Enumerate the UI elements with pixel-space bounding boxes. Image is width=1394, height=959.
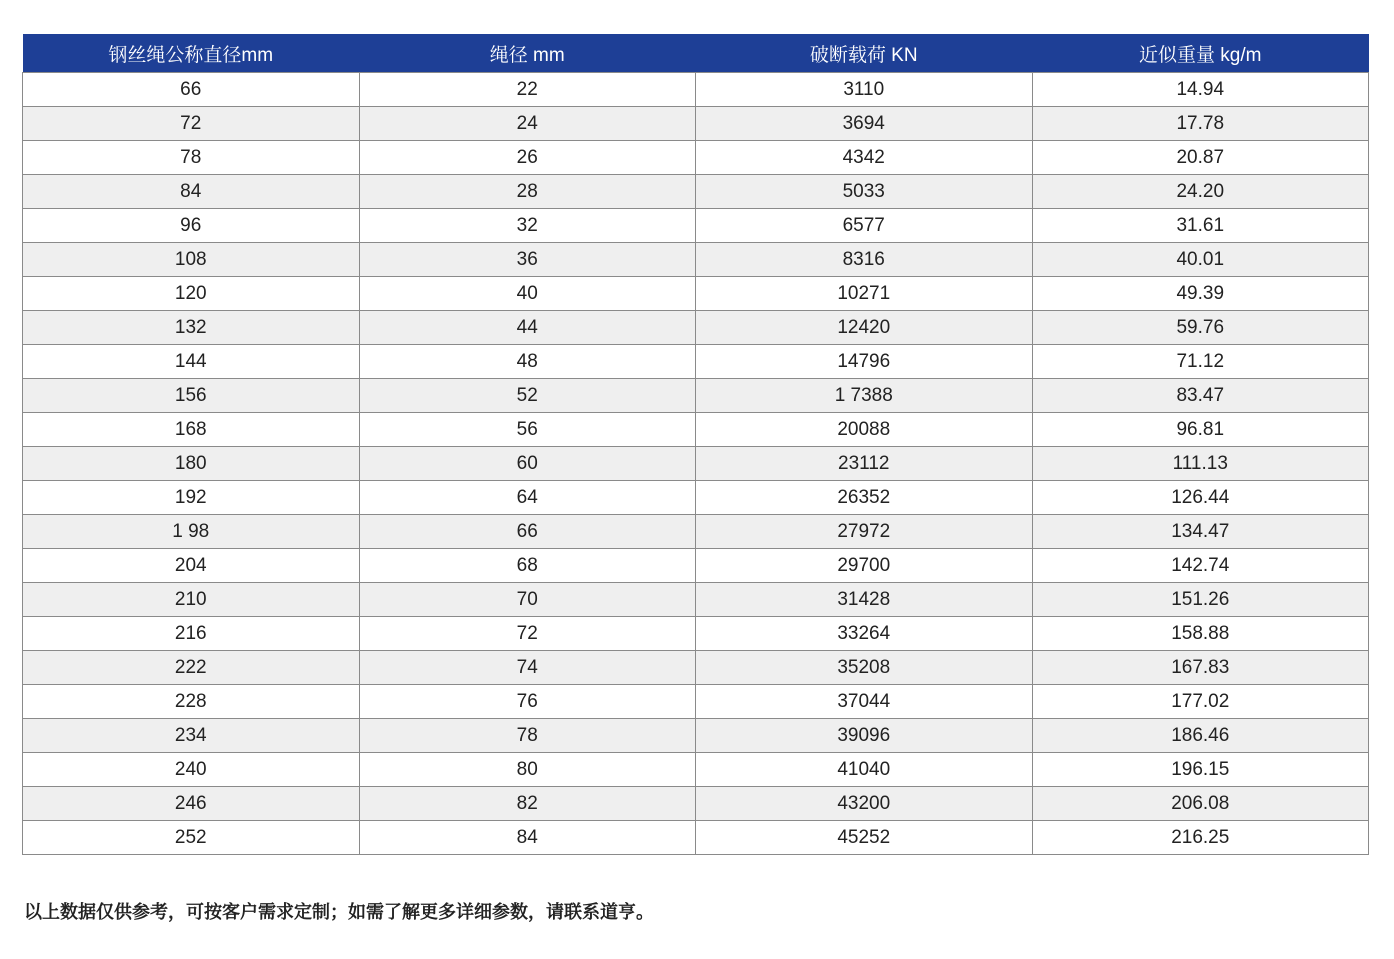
- cell-breaking-load: 10271: [696, 277, 1033, 311]
- table-row: [23, 481, 1369, 515]
- cell-nominal-diameter: 156: [23, 379, 360, 413]
- cell-nominal-diameter: 204: [23, 549, 360, 583]
- cell-breaking-load: 45252: [696, 821, 1033, 855]
- cell-breaking-load: 20088: [696, 413, 1033, 447]
- cell-approx-weight: 24.20: [1032, 175, 1369, 209]
- cell-nominal-diameter: 84: [23, 175, 360, 209]
- header-rope-diameter: 绳径 mm: [359, 34, 696, 73]
- cell-approx-weight: 134.47: [1032, 515, 1369, 549]
- table-row: [23, 617, 1369, 651]
- cell-nominal-diameter: 168: [23, 413, 360, 447]
- cell-nominal-diameter: 228: [23, 685, 360, 719]
- header-breaking-load: 破断载荷 KN: [696, 34, 1033, 73]
- cell-nominal-diameter: 66: [23, 73, 360, 107]
- cell-approx-weight: 17.78: [1032, 107, 1369, 141]
- cell-approx-weight: 71.12: [1032, 345, 1369, 379]
- cell-breaking-load: 3110: [696, 73, 1033, 107]
- table-row: [23, 107, 1369, 141]
- cell-rope-diameter: 72: [359, 617, 696, 651]
- cell-breaking-load: 5033: [696, 175, 1033, 209]
- cell-rope-diameter: 24: [359, 107, 696, 141]
- cell-approx-weight: 186.46: [1032, 719, 1369, 753]
- table-row: [23, 787, 1369, 821]
- cell-rope-diameter: 28: [359, 175, 696, 209]
- table-body: [23, 73, 1369, 855]
- cell-breaking-load: 26352: [696, 481, 1033, 515]
- cell-breaking-load: 37044: [696, 685, 1033, 719]
- cell-breaking-load: 29700: [696, 549, 1033, 583]
- table-row: [23, 583, 1369, 617]
- cell-breaking-load: 31428: [696, 583, 1033, 617]
- cell-breaking-load: 4342: [696, 141, 1033, 175]
- table-row: [23, 651, 1369, 685]
- cell-rope-diameter: 70: [359, 583, 696, 617]
- cell-nominal-diameter: 192: [23, 481, 360, 515]
- cell-rope-diameter: 32: [359, 209, 696, 243]
- cell-rope-diameter: 56: [359, 413, 696, 447]
- cell-rope-diameter: 84: [359, 821, 696, 855]
- cell-rope-diameter: 74: [359, 651, 696, 685]
- cell-nominal-diameter: 96: [23, 209, 360, 243]
- cell-nominal-diameter: 240: [23, 753, 360, 787]
- table-row: [23, 277, 1369, 311]
- table-row: [23, 209, 1369, 243]
- table-row: [23, 243, 1369, 277]
- cell-rope-diameter: 78: [359, 719, 696, 753]
- cell-rope-diameter: 66: [359, 515, 696, 549]
- footnote: 以上数据仅供参考，可按客户需求定制；如需了解更多详细参数，请联系道亨。: [24, 902, 654, 922]
- table-row: [23, 549, 1369, 583]
- cell-nominal-diameter: 108: [23, 243, 360, 277]
- cell-approx-weight: 59.76: [1032, 311, 1369, 345]
- cell-nominal-diameter: 234: [23, 719, 360, 753]
- cell-nominal-diameter: 252: [23, 821, 360, 855]
- cell-rope-diameter: 36: [359, 243, 696, 277]
- cell-approx-weight: 31.61: [1032, 209, 1369, 243]
- cell-nominal-diameter: 78: [23, 141, 360, 175]
- cell-rope-diameter: 40: [359, 277, 696, 311]
- table-row: [23, 447, 1369, 481]
- table-row: [23, 719, 1369, 753]
- cell-rope-diameter: 44: [359, 311, 696, 345]
- cell-rope-diameter: 48: [359, 345, 696, 379]
- cell-approx-weight: 126.44: [1032, 481, 1369, 515]
- cell-approx-weight: 206.08: [1032, 787, 1369, 821]
- cell-approx-weight: 14.94: [1032, 73, 1369, 107]
- cell-rope-diameter: 60: [359, 447, 696, 481]
- table-row: [23, 753, 1369, 787]
- cell-breaking-load: 39096: [696, 719, 1033, 753]
- table-row: [23, 379, 1369, 413]
- cell-nominal-diameter: 180: [23, 447, 360, 481]
- cell-breaking-load: 3694: [696, 107, 1033, 141]
- cell-nominal-diameter: 246: [23, 787, 360, 821]
- cell-rope-diameter: 76: [359, 685, 696, 719]
- table-row: [23, 515, 1369, 549]
- cell-rope-diameter: 52: [359, 379, 696, 413]
- cell-breaking-load: 14796: [696, 345, 1033, 379]
- cell-nominal-diameter: 120: [23, 277, 360, 311]
- cell-breaking-load: 23112: [696, 447, 1033, 481]
- cell-approx-weight: 96.81: [1032, 413, 1369, 447]
- table-row: [23, 175, 1369, 209]
- cell-rope-diameter: 64: [359, 481, 696, 515]
- cell-approx-weight: 111.13: [1032, 447, 1369, 481]
- cell-nominal-diameter: 132: [23, 311, 360, 345]
- cell-rope-diameter: 22: [359, 73, 696, 107]
- table-header: [23, 34, 1369, 73]
- cell-approx-weight: 83.47: [1032, 379, 1369, 413]
- cell-rope-diameter: 68: [359, 549, 696, 583]
- cell-nominal-diameter: 72: [23, 107, 360, 141]
- table-row: [23, 685, 1369, 719]
- header-approx-weight: 近似重量 kg/m: [1032, 34, 1369, 73]
- cell-approx-weight: 20.87: [1032, 141, 1369, 175]
- cell-approx-weight: 216.25: [1032, 821, 1369, 855]
- cell-breaking-load: 27972: [696, 515, 1033, 549]
- table-row: [23, 73, 1369, 107]
- cell-breaking-load: 6577: [696, 209, 1033, 243]
- cell-nominal-diameter: 1 98: [23, 515, 360, 549]
- spec-table: [22, 34, 1369, 855]
- table-row: [23, 413, 1369, 447]
- cell-breaking-load: 12420: [696, 311, 1033, 345]
- cell-breaking-load: 33264: [696, 617, 1033, 651]
- cell-breaking-load: 35208: [696, 651, 1033, 685]
- table-row: [23, 345, 1369, 379]
- header-row: [23, 34, 1369, 73]
- cell-rope-diameter: 80: [359, 753, 696, 787]
- cell-approx-weight: 167.83: [1032, 651, 1369, 685]
- table-row: [23, 141, 1369, 175]
- cell-nominal-diameter: 222: [23, 651, 360, 685]
- table-row: [23, 311, 1369, 345]
- cell-breaking-load: 43200: [696, 787, 1033, 821]
- cell-approx-weight: 177.02: [1032, 685, 1369, 719]
- cell-breaking-load: 41040: [696, 753, 1033, 787]
- cell-approx-weight: 142.74: [1032, 549, 1369, 583]
- cell-rope-diameter: 26: [359, 141, 696, 175]
- table-row: [23, 821, 1369, 855]
- cell-rope-diameter: 82: [359, 787, 696, 821]
- cell-approx-weight: 196.15: [1032, 753, 1369, 787]
- cell-nominal-diameter: 144: [23, 345, 360, 379]
- cell-breaking-load: 1 7388: [696, 379, 1033, 413]
- cell-approx-weight: 151.26: [1032, 583, 1369, 617]
- cell-breaking-load: 8316: [696, 243, 1033, 277]
- cell-nominal-diameter: 210: [23, 583, 360, 617]
- cell-approx-weight: 40.01: [1032, 243, 1369, 277]
- cell-approx-weight: 158.88: [1032, 617, 1369, 651]
- cell-approx-weight: 49.39: [1032, 277, 1369, 311]
- header-nominal-diameter: 钢丝绳公称直径mm: [23, 34, 360, 73]
- cell-nominal-diameter: 216: [23, 617, 360, 651]
